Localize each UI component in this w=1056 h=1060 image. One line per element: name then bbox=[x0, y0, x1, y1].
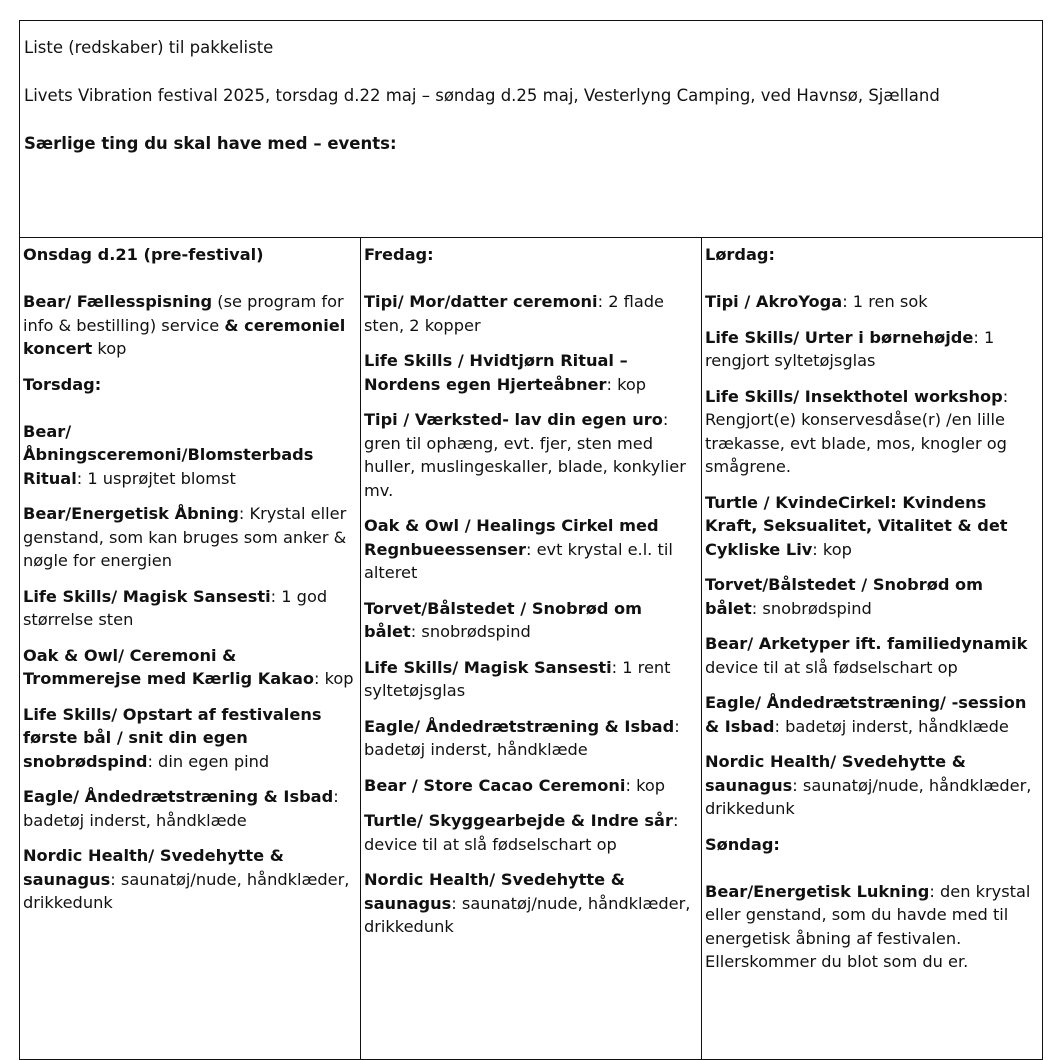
event-entry bbox=[705, 290, 1039, 314]
day-heading: Søndag: bbox=[705, 834, 780, 854]
event-items: : din egen pind bbox=[147, 751, 270, 771]
event-entry bbox=[705, 691, 1039, 738]
event-items: : 1 usprøjtet blomst bbox=[76, 468, 236, 488]
event-items: : saunatøj/nude, håndklæder, drikkedunk bbox=[23, 869, 350, 912]
event-title: Tipi/ Mor/datter ceremoni bbox=[364, 292, 598, 311]
event-entry bbox=[705, 750, 1039, 821]
column-saturday-sunday bbox=[702, 238, 1043, 1060]
event-items: : 1 rengjort syltetøjsglas bbox=[705, 327, 995, 370]
event-entry bbox=[705, 385, 1039, 479]
event-items: : gren til ophæng, evt. fjer, sten med huller, muslingeskaller, blade, konkylier mv. bbox=[364, 410, 686, 500]
event-items: : 1 rent syltetøjsglas bbox=[364, 657, 671, 700]
event-title: & ceremoniel koncert bbox=[23, 315, 346, 358]
event-entry bbox=[705, 632, 1039, 679]
event-entry bbox=[364, 656, 698, 703]
event-title: Oak & Owl / Healings Cirkel med Regnbueessenser bbox=[364, 516, 659, 559]
days-row bbox=[20, 238, 1043, 1060]
event-items: : saunatøj/nude, håndklæder, drikkedunk bbox=[705, 775, 1032, 818]
event-items: kop bbox=[92, 339, 127, 358]
event-items: : evt krystal e.l. til alteret bbox=[364, 539, 673, 582]
event-items: : device til at slå fødselschart op bbox=[364, 811, 679, 854]
event-entry bbox=[23, 585, 357, 632]
event-items: : 2 flade sten, 2 kopper bbox=[364, 292, 664, 335]
event-entry bbox=[364, 349, 698, 396]
header-row bbox=[20, 21, 1043, 238]
header-cell bbox=[20, 21, 1043, 238]
event-entry bbox=[23, 420, 357, 491]
section-heading: Særlige ting du skal have med – events: bbox=[24, 134, 397, 153]
event-title: Bear/ Fællesspisning bbox=[23, 292, 213, 311]
event-title: Oak & Owl/ Ceremoni & Trommerejse med Kærlig Kakao bbox=[23, 645, 314, 688]
event-items: (se program for info & bestilling) service bbox=[23, 292, 344, 335]
event-title: Bear/Energetisk Lukning bbox=[705, 881, 930, 901]
document-title: Liste (redskaber) til pakkeliste bbox=[24, 38, 274, 57]
event-items: : 1 ren sok bbox=[842, 292, 928, 311]
event-title: Life Skills/ Insekthotel workshop bbox=[705, 386, 1003, 406]
event-entry bbox=[23, 703, 357, 774]
event-items: device til at slå fødselschart op bbox=[705, 657, 958, 677]
event-items: : kop bbox=[625, 775, 666, 795]
event-items: : snobrødspind bbox=[751, 598, 872, 618]
event-title: Nordic Health/ Svedehytte & saunagus bbox=[23, 846, 284, 889]
event-items: : kop bbox=[314, 669, 354, 688]
event-entry bbox=[23, 502, 357, 573]
event-title: Life Skills/ Magisk Sansesti bbox=[23, 586, 271, 606]
event-title: Life Skills / Hvidtjørn Ritual – Nordens egen Hjerteåbner bbox=[364, 351, 628, 394]
event-title: Eagle/ Åndedrætstræning & Isbad bbox=[364, 716, 675, 736]
event-title: Torvet/Bålstedet / Snobrød om bålet bbox=[705, 575, 984, 618]
packing-list-table bbox=[19, 20, 1043, 1060]
event-items: : Krystal eller genstand, som kan bruges som anker & nøgle for energien bbox=[23, 504, 347, 570]
column-wednesday-thursday bbox=[20, 238, 361, 1060]
event-title: Tipi / AkroYoga bbox=[705, 292, 843, 311]
event-entry bbox=[23, 844, 357, 915]
event-title: Tipi / Værksted- lav din egen uro bbox=[364, 410, 663, 429]
event-title: Bear / Store Cacao Ceremoni bbox=[364, 775, 626, 795]
event-entry bbox=[23, 785, 357, 832]
event-title: Bear/Energetisk Åbning bbox=[23, 504, 239, 523]
event-entry bbox=[23, 644, 357, 691]
event-entry bbox=[364, 290, 698, 337]
event-title: Eagle/ Åndedrætstræning & Isbad bbox=[23, 787, 334, 806]
event-items: : snobrødspind bbox=[410, 622, 531, 641]
event-items: : kop bbox=[812, 539, 852, 559]
festival-info: Livets Vibration festival 2025, torsdag d.22 maj – søndag d.25 maj, Vesterlyng Camping, ved Havnsø, Sjælland bbox=[24, 86, 940, 105]
event-items: : saunatøj/nude, håndklæder, drikkedunk bbox=[364, 893, 691, 936]
event-title: Life Skills/ Magisk Sansesti bbox=[364, 657, 612, 677]
event-items: : den krystal eller genstand, som du havde med til energetisk åbning af festivalen. Ellerskommer du blot som du er. bbox=[705, 881, 1031, 971]
event-title: Life Skills/ Opstart af festivalens første bål / snit din egen snobrødspind bbox=[23, 704, 322, 771]
event-items: : kop bbox=[606, 374, 647, 394]
event-title: Nordic Health/ Svedehytte & saunagus bbox=[705, 752, 966, 795]
event-title: Eagle/ Åndedrætstræning/ -session & Isbad bbox=[705, 693, 1027, 736]
event-title: Bear/Åbningsceremoni/Blomsterbads Ritual bbox=[23, 421, 314, 488]
event-title: Turtle/ Skyggearbejde & Indre sår bbox=[364, 811, 673, 830]
event-entry bbox=[364, 868, 698, 939]
event-entry bbox=[705, 573, 1039, 620]
day-heading: Onsdag d.21 (pre-festival) bbox=[23, 245, 264, 264]
event-title: Turtle / KvindeCirkel: Kvindens Kraft, Seksualitet, Vitalitet & det Cykliske Liv bbox=[705, 492, 1008, 559]
day-heading: Torsdag: bbox=[23, 374, 102, 394]
day-heading: Lørdag: bbox=[705, 245, 775, 264]
day-heading: Fredag: bbox=[364, 245, 434, 264]
column-friday bbox=[361, 238, 702, 1060]
event-title: Bear/ Arketyper ift. familiedynamik bbox=[705, 634, 1028, 653]
event-title: Nordic Health/ Svedehytte & saunagus bbox=[364, 870, 625, 913]
event-entry bbox=[364, 408, 698, 502]
event-entry bbox=[705, 326, 1039, 373]
event-entry bbox=[705, 880, 1039, 974]
event-entry bbox=[364, 774, 698, 798]
event-entry bbox=[364, 597, 698, 644]
event-entry bbox=[364, 809, 698, 856]
event-items: : badetøj inderst, håndklæde bbox=[364, 716, 680, 759]
event-entry bbox=[364, 715, 698, 762]
event-entry bbox=[23, 290, 357, 361]
event-entry bbox=[364, 514, 698, 585]
event-items: : badetøj inderst, håndklæde bbox=[23, 787, 339, 830]
event-title: Life Skills/ Urter i børnehøjde bbox=[705, 327, 974, 347]
event-entry bbox=[705, 491, 1039, 562]
event-items: : badetøj inderst, håndklæde bbox=[774, 716, 1009, 736]
event-title: Torvet/Bålstedet / Snobrød om bålet bbox=[364, 598, 643, 641]
event-items: : 1 god størrelse sten bbox=[23, 586, 328, 629]
event-items: : Rengjort(e) konservesdåse(r) /en lille trækasse, evt blade, mos, knogler og smågrene. bbox=[705, 386, 1009, 476]
